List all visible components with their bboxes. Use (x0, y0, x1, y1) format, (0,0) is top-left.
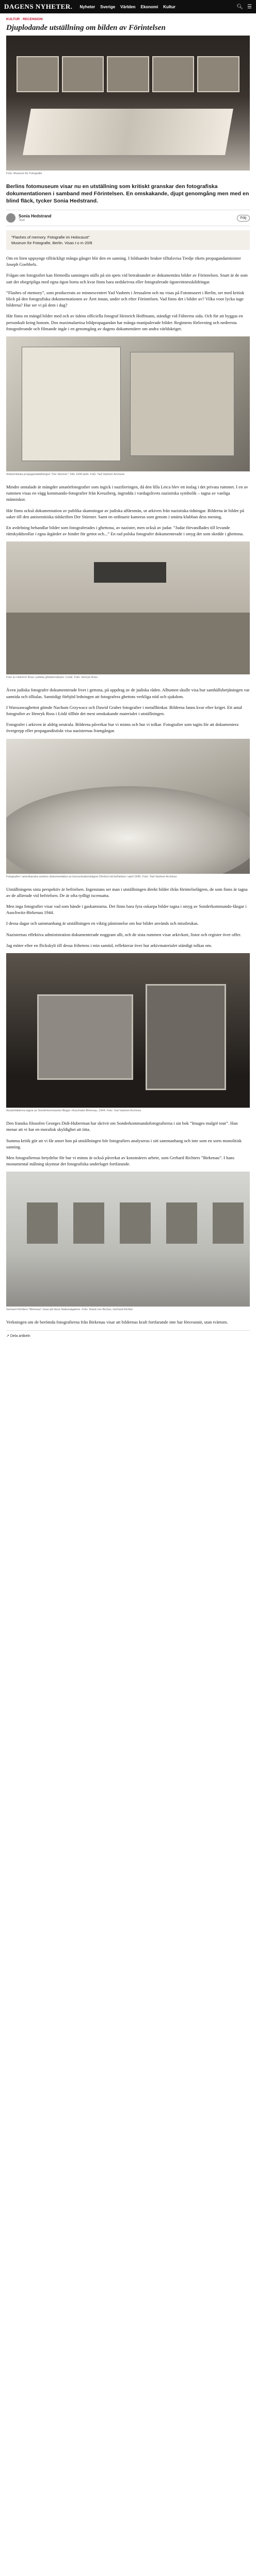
photo-caption: Fotografier i amerikanska arméns dokumentation av koncentrationslägret Ohrdruf vid befrielsen i april 1945. Foto: Yad Vashem Archives (6, 875, 177, 878)
photo-document-left (22, 347, 121, 461)
nav-item-kultur[interactable]: Kultur (163, 4, 175, 9)
paragraph: En avdelning behandlar bilder som fotograferades i ghettona, av nazister, men också av judar. ”Judar förvandlades till levande rättskyddsrollar i egna åtgärder av hinder för gettot och...” En rad polska fotografer dokumenterade i smyg det som skedde i ghettona. (6, 525, 244, 537)
paragraph: I Warszawaghettot gömde Nachum Grzywacz och Dawid Graber fotografier i metallhinkar. Bilderna fanns kvar efter kriget. Ett antal fotografier av Henryk Ross i Łódź tillhör det mest omskakande materialet i utställningen. (6, 704, 243, 717)
nav-item-nyheter[interactable]: Nyheter (79, 4, 95, 9)
photo-display-case-2 (146, 984, 226, 1090)
share-label[interactable]: Dela artikeln (10, 1334, 30, 1338)
share-bar (6, 1330, 250, 1338)
hero-display-table (23, 109, 233, 155)
photo-liberation-scene (6, 786, 250, 874)
article-container (0, 18, 256, 1338)
photo-painting-1 (27, 1202, 58, 1244)
paragraph: Frågan om fotografiet kan förmedla sanningen ställs på sin spets vid betraktandet av dokumentära bilder av Förintelsen. Snart är de som satt det obegripliga med egna ögon borta och kvar finns bara nedskrivna eller fotograferade ögonvittnesskildringar. (6, 273, 248, 284)
paragraph: Även judiska fotografer dokumenterade livet i gettona, på uppdrag av de judiska råden. Albumen skulle visa hur samhällsbetjäningen var samtida och tilltalas. Samtidigt förbjöd ledningen att fotografera ghettots verkliga nöd och sjukdom. (6, 687, 250, 699)
article-photo-liberation (6, 739, 250, 874)
fact-box-place: Museum für Fotografie, Berlin. Visas t o m 20/8 (11, 241, 92, 245)
photo-painting-3 (120, 1202, 151, 1244)
article-photo-birkenau-richter (6, 1172, 250, 1307)
author-name[interactable]: Sonia Hedstrand (19, 214, 52, 218)
article-lead: Berlins fotomuseum visar nu en utställning som kritiskt granskar den fotografiska dokumentationen i samband med Förintelsen. En omskakande, djupt genomgång men med en blind fläck, tycker Sonia Hedstrand. (6, 183, 249, 204)
search-icon[interactable]: 🔍︎ (236, 4, 244, 10)
photo-caption: Foto av Heinrich Ross: judiska ghettoinvånare i Łódź. Foto: Henryk Ross (6, 676, 98, 680)
paragraph: Den franska filosofen Georges Didi-Huberman har skrivit om Sonderkommandofotografierna i sin bok ”Images malgré tout”. Han menar att vi har en moralisk skyldighet att titta. (6, 1121, 238, 1132)
photo-caption: Gerhard Richters ”Birkenau” visas på Neue Nationalgalerie. Foto: David von Becker, Gerhard Richter (6, 1308, 133, 1312)
nav-item-varlden[interactable]: Världen (120, 4, 136, 9)
article-kicker: KULTUR · RECENSION (6, 18, 43, 21)
photo-painting-4 (166, 1202, 197, 1244)
photo-painting-2 (73, 1202, 104, 1244)
article-photo-ghetto (6, 541, 250, 674)
follow-button[interactable]: Följ (237, 215, 250, 222)
paragraph: Här finns också dokumentation av publika skamningar av judiska affärsmän, ur arkiven från nazistiska tidningar. Bilderna är bilder på saker till den antisemitiska tidskriften Der Stürmer. Samt en ordinarie kameras som genom i smärta klubban dess mening. (6, 507, 244, 519)
photo-document-right (130, 352, 234, 456)
site-logo[interactable]: DAGENS NYHETER. (4, 3, 73, 10)
hero-caption: Foto: Museum für Fotografie (6, 172, 42, 175)
header-icons (236, 4, 252, 10)
author-byline (6, 210, 250, 226)
hero-image (6, 36, 250, 171)
nav-item-sverige[interactable]: Sverige (100, 4, 116, 9)
paragraph: Men inga fotografier visar vad som hände i gaskamrarna. Det finns bara fyra oskarpa bilder tagna i smyg av Sonderkommando-fångar i Auschwitz-Birkenau 1944. (6, 904, 247, 916)
paragraph: Jag möter efter en flickskylt till dessa frihetens i min samtid, reflekterar över hur arkivmaterialet ständigt tolkas om. (6, 942, 212, 948)
nav-item-ekonomi[interactable]: Ekonomi (140, 4, 158, 9)
paragraph: Nazisternas effektiva administration dokumenterade noggrant allt, och de sista rummen visar arkivkort, listor och register över offer. (6, 931, 242, 937)
share-icon[interactable]: ↗ (6, 1334, 9, 1338)
photo-painting-5 (213, 1202, 244, 1244)
photo-caption: Amatörbilderna tagna av Sonderkommando-fångar i Auschwitz-Birkenau, 1944. Foto: Yad Vashem Archives (6, 1109, 141, 1113)
article-photo-exhibition-room (6, 953, 250, 1108)
photo-ghetto-sign (94, 562, 166, 583)
author-role: Text (19, 218, 25, 222)
photo-caption: Antisemitiska propagandatidningen ”Der Stürmer”, från 1930-talet. Foto: Yad Vashem Archives (6, 473, 125, 477)
fact-box-title: ”Flashes of memory. Fotografie im Holocaust” (11, 235, 90, 240)
top-navigation-bar (0, 0, 256, 13)
photo-display-case (37, 994, 133, 1080)
paragraph: Summa kritik gör att vi får anser hon på utställningen bör fotografiers analyseras i sitt sammanhang och inte som en sorts monolitisk sanning. (6, 1138, 242, 1149)
paragraph: ”Flashes of memory”, som producerats av minnescentret Yad Vashem i Jerusalem och nu visas på Fotomuseet i Berlin, ser med kritisk blick på den fotografiska dokumentationen av Året innan, under och efter Förintelsen. Vad finns det i bilder av? Vilka voor lycka tuge bilderna? Hur ser vi på dem i dag? (6, 290, 245, 308)
paragraph: I dessa dagar och sammanhang är utställningen en viktig påminnelse om hur bilder används och missbrukas. (6, 921, 199, 926)
paragraph: Här finns en mängd bilder med och av tidens officiella fotograf Heinrich Hoffmann, ständigt vid Führerns sida. Och för att byggas en personkult kring honom. Dos maximalaetisa bildpropagandan har många manipulerade bilder. Regimens förlovning och nedrersta fotograferande och filmande ingår i en genomgång av dagens dokumentärer om andra världskriget. (6, 313, 243, 331)
paragraph: Verkningen om de berömda fotografierna från Birkenau visar att bildernas kraft fortfarande inte har försvunnit, utan tvärtom. (6, 1319, 228, 1325)
photo-ghetto-wall (6, 613, 250, 674)
paragraph: Om en liten uppsynge tillräckligt många gånger blir den en sanning. I bildsander bruker tilltalsvisa Tredje rikets propagandaminister Joseph Goebbels. (6, 256, 241, 267)
paragraph: Fotografer i arkiven är aldrig neutrala. Bilderna påverkar hur vi minns och hur vi tolkar. Fotografier som tagits för att dokumentera övergrepp eller propagandistiskt visa nazisternas framgångar. (6, 722, 239, 734)
menu-icon[interactable]: ☰ (247, 4, 252, 10)
hero-wall-frames (17, 56, 239, 92)
article-photo-der-sturmer (6, 336, 250, 471)
paragraph: Mindre omtalade är mängder amatörfotografier som ingick i nazifieringen, då den lilla Leica blev ett inslag i det privata rummet. I en av rummen visas en vägg kommando-fotografier från Kreuzberg, ingrodda i vardagslivets nazistiska symbolik – tagna av vanliga människor. (6, 484, 248, 502)
main-nav (79, 5, 175, 9)
avatar (6, 213, 15, 223)
fact-box (6, 230, 250, 250)
paragraph: Utställningens sista perspektiv är befrielsen. Ingenstans ser man i utställningen direkt bilder ifrån förintelselägren, de som finns är tagna av de allierade vid befrielsen. De är ofta tydligt iscensatta. (6, 886, 248, 898)
paragraph: Men fotografiernas betydelse för hur vi minns är också påverkat av konstnärers arbete, som Gerhard Richters ”Birkenau”. I hans monumental målning skymtar det fotografiska underlaget fortfarande. (6, 1155, 234, 1167)
article-title: Djuplodande utställning om bilden av Förintelsen (6, 24, 166, 32)
